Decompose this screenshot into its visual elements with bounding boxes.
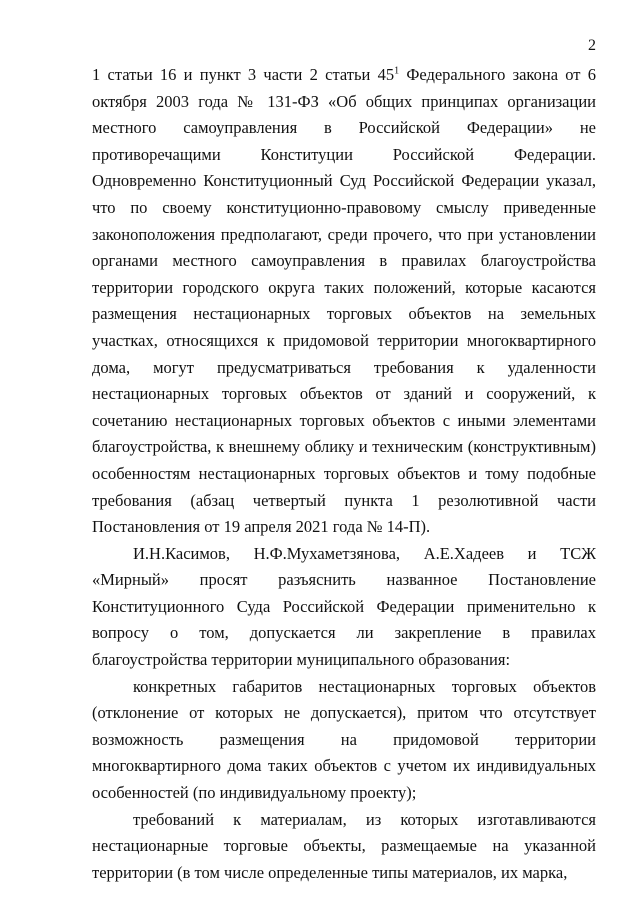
document-body (92, 62, 596, 886)
paragraph-4-materials: требований к материалам, из которых изготавливаются нестационарные торговые объекты, размещаемые на указанной территории (в том числе определенные типы материалов, их марка, (92, 809, 596, 882)
paragraph-2-petitioners: И.Н.Касимов, Н.Ф.Мухаметзянова, А.Е.Хадеев и ТСЖ «Мирный» просят разъяснить названное Постановление Конституционного Суда Российской Федерации применительно к вопросу о том, допускается ли закрепление в правилах благоустройства территории муниципального образования: (92, 543, 596, 670)
paragraph-3-dimensions: конкретных габаритов нестационарных торговых объектов (отклонение от которых не допускается), притом что отсутствует возможность размещения на придомовой территории многоквартирного дома таких объектов с учетом их индивидуальных особенностей (по индивидуальному проекту); (92, 676, 596, 803)
paragraph-1-text-start: 1 статьи 16 и пункт 3 части 2 статьи 45 (92, 65, 395, 84)
article-superscript: 1 (394, 65, 400, 77)
page-number: 2 (588, 37, 596, 54)
paragraph-1-continuation (92, 62, 596, 541)
paragraph-1-text-end: Федерального закона от 6 октября 2003 года № 131-ФЗ «Об общих принципах организации местного самоуправления в Российской Федерации» не противоречащими Конституции Российской Федерации. Одновременно Конституционный Суд Российской Федерации указал, что по своему конституционно-правовому смыслу приведенные законоположения предполагают, среди прочего, что при установлении органами местного самоуправления в правилах благоустройства территории городского округа таких положений, которые касаются размещения нестационарных торговых объектов на земельных участках, относящихся к придомовой территории многоквартирного дома, могут предусматриваться требования к удаленности нестационарных торговых объектов от зданий и сооружений, к сочетанию нестационарных торговых объектов с иными элементами благоустройства, к внешнему облику и техническим (конструктивным) особенностям нестационарных торговых объектов и тому подобные требования (абзац четвертый пункта 1 резолютивной части Постановления от 19 апреля 2021 года № 14-П). (92, 65, 596, 537)
